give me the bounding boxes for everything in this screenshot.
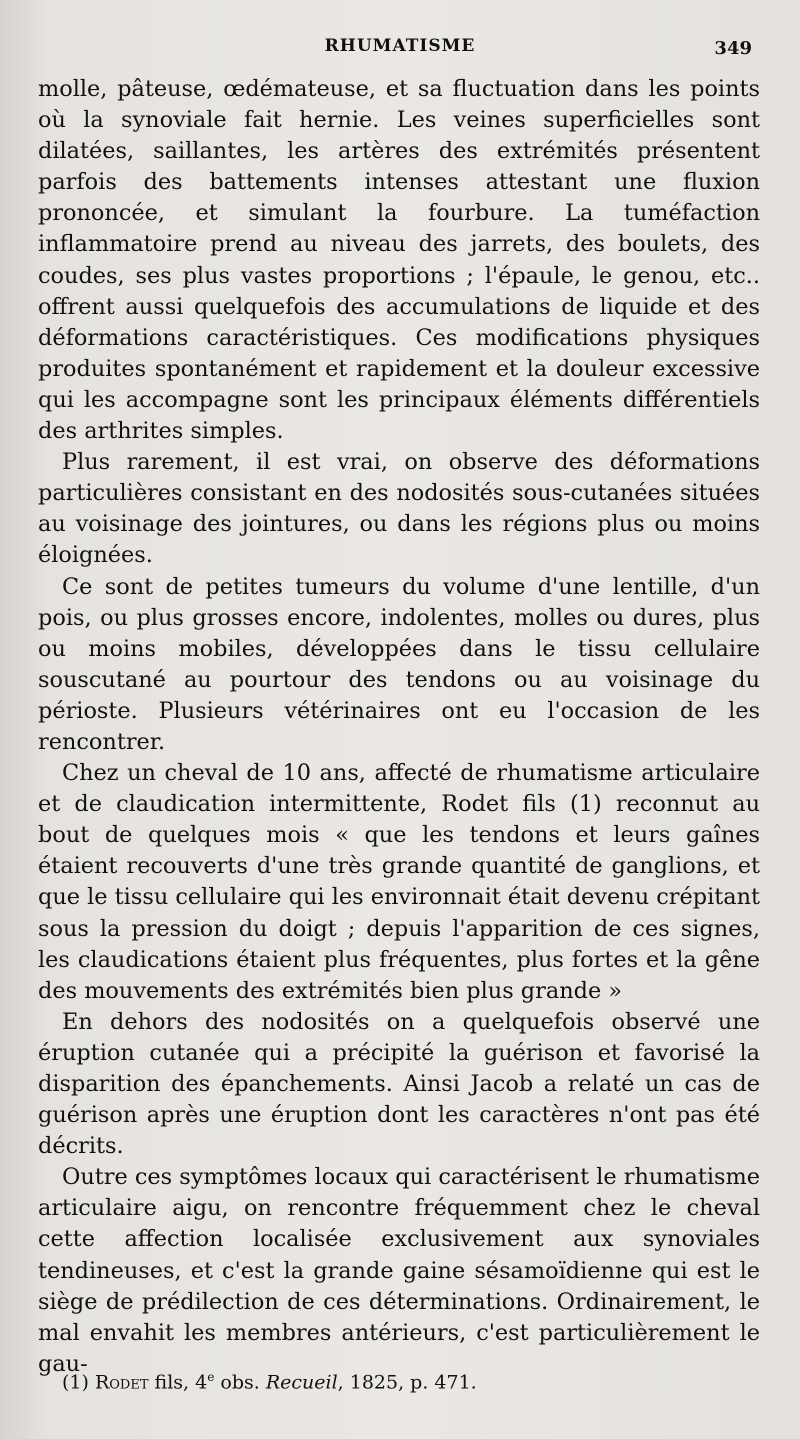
paragraph: molle, pâteuse, œdémateuse, et sa fluctuation dans les points où la synoviale fait hernie. Les veines superficielles sont dilatées, saillantes, les artères des extrémités présentent parfois des battements intenses attestant une fluxion prononcée, et simulant la fourbure. La tuméfaction inflammatoire prend au niveau des jarrets, des boulets, des coudes, ses plus vastes proportions ; l'épaule, le genou, etc.. offrent aussi quelquefois des accumulations de liquide et des déformations caractéristiques. Ces modifications physiques produites spontanément et rapidement et la douleur excessive qui les accompagne sont les principaux éléments différentiels des arthrites simples.: [38, 76, 760, 445]
page-header: [40, 34, 760, 64]
running-title: RHUMATISME: [324, 36, 476, 56]
paragraph: Outre ces symptômes locaux qui caractérisent le rhumatisme articulaire aigu, on rencontre fréquemment chez le cheval cette affection localisée exclusivement aux synoviales tendineuses, et c'est la grande gaine sésamoïdienne qui est le siège de prédilection de ces déterminations. Ordinairement, le mal envahit les membres antérieurs, c'est particulièrement le gau-: [38, 1164, 760, 1377]
footnote-text: obs.: [214, 1371, 266, 1394]
footnote-text: fils, 4: [148, 1371, 208, 1394]
body-text: [38, 74, 760, 1380]
footnote-superscript: e: [207, 1370, 215, 1384]
footnote-author: Rodet: [94, 1371, 149, 1394]
footnote: [62, 1364, 762, 1395]
footnote-text: , 1825, p. 471.: [337, 1371, 477, 1394]
paragraph: Ce sont de petites tumeurs du volume d'une lentille, d'un pois, ou plus grosses encore, indolentes, molles ou dures, plus ou moins mobiles, développées dans le tissu cellulaire souscutané au pourtour des tendons ou au voisinage du périoste. Plusieurs vétérinaires ont eu l'occasion de les rencontrer.: [38, 573, 760, 755]
footnote-journal: Recueil: [265, 1371, 338, 1394]
paragraph: En dehors des nodosités on a quelquefois observé une éruption cutanée qui a précipité la guérison et favorisé la disparition des épanchements. Ainsi Jacob a relaté un cas de guérison après une éruption dont les caractères n'ont pas été décrits.: [38, 1008, 760, 1160]
paragraph: Chez un cheval de 10 ans, affecté de rhumatisme articulaire et de claudication intermittente, Rodet fils (1) reconnut au bout de quelques mois « que les tendons et leurs gaînes étaient recouverts d'une très grande quantité de ganglions, et que le tissu cellulaire qui les environnait était devenu crépitant sous la pression du doigt ; depuis l'apparition de ces signes, les claudications étaient plus fréquentes, plus fortes et la gêne des mouvements des extrémités bien plus grande »: [38, 760, 760, 1004]
page-number: 349: [714, 38, 752, 59]
paragraph: Plus rarement, il est vrai, on observe des déformations particulières consistant en des nodosités sous-cutanées situées au voisinage des jointures, ou dans les régions plus ou moins éloignées.: [38, 449, 760, 569]
footnote-marker: (1): [62, 1371, 89, 1394]
